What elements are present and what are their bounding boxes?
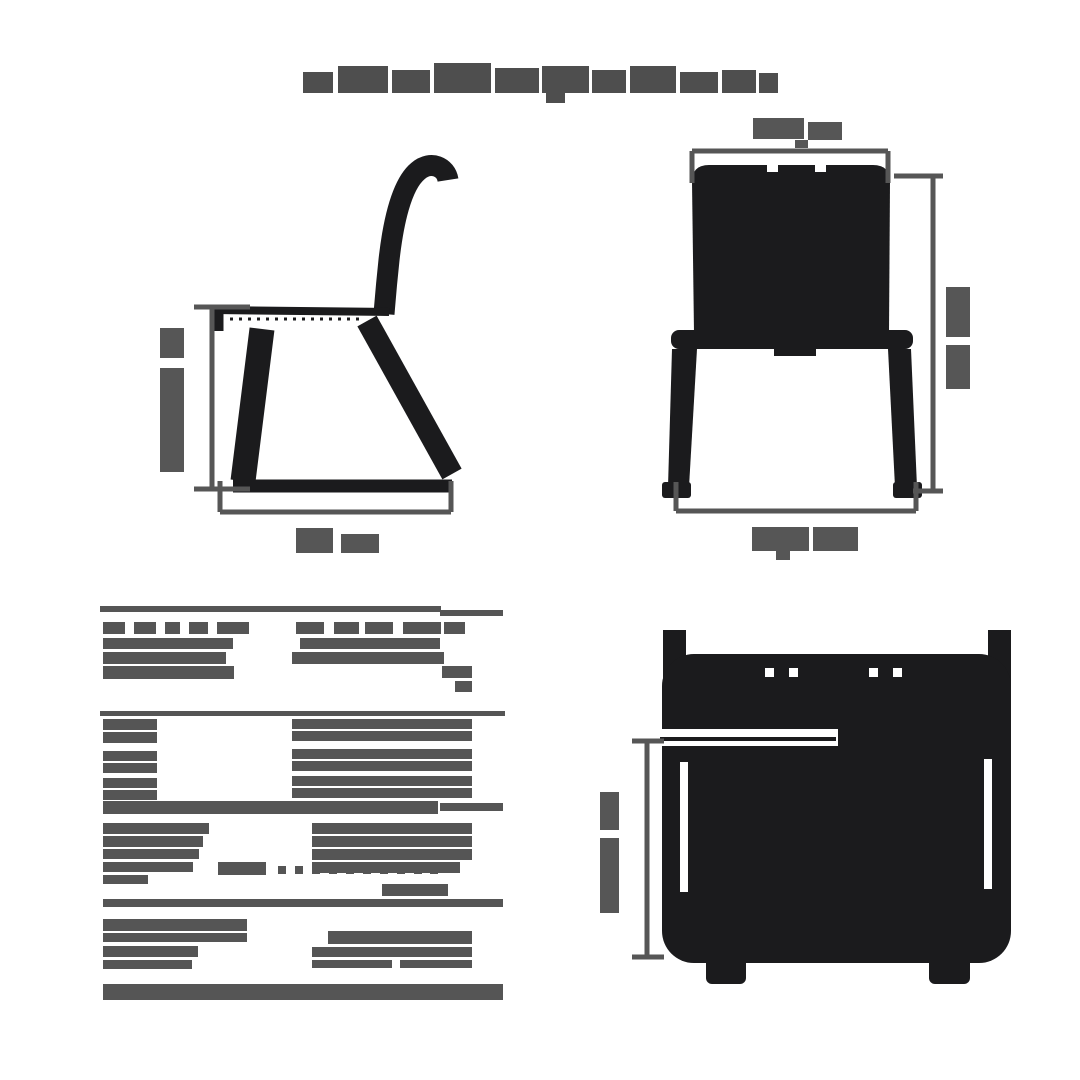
top-depth-dimension-line <box>632 741 664 957</box>
front-backrest <box>692 165 890 333</box>
top-detail-dot-1 <box>765 668 774 677</box>
top-right-slit <box>984 759 992 889</box>
side-front-leg <box>243 329 262 481</box>
front-seat-tab <box>774 348 816 356</box>
top-view-chair-drawing <box>660 630 1011 984</box>
top-left-slit <box>680 762 688 892</box>
front-left-leg <box>668 349 697 487</box>
top-seat-body <box>662 654 1011 963</box>
top-detail-dot-2 <box>789 668 798 677</box>
top-detail-dot-4 <box>893 668 902 677</box>
side-back-leg <box>367 321 452 474</box>
top-seat-front-edge-line <box>660 737 836 741</box>
side-seat <box>213 310 389 312</box>
side-view-chair-drawing <box>213 166 452 486</box>
top-view-dimension-line <box>632 741 664 957</box>
front-seat <box>671 330 913 349</box>
front-right-leg <box>888 349 917 487</box>
front-bottom-width-dimension-line <box>676 482 916 511</box>
side-backrest <box>384 166 448 314</box>
front-backrest-notch-right <box>815 163 826 172</box>
front-view-chair-drawing <box>662 163 922 498</box>
front-backrest-notch-left <box>767 163 778 172</box>
top-detail-dot-3 <box>869 668 878 677</box>
